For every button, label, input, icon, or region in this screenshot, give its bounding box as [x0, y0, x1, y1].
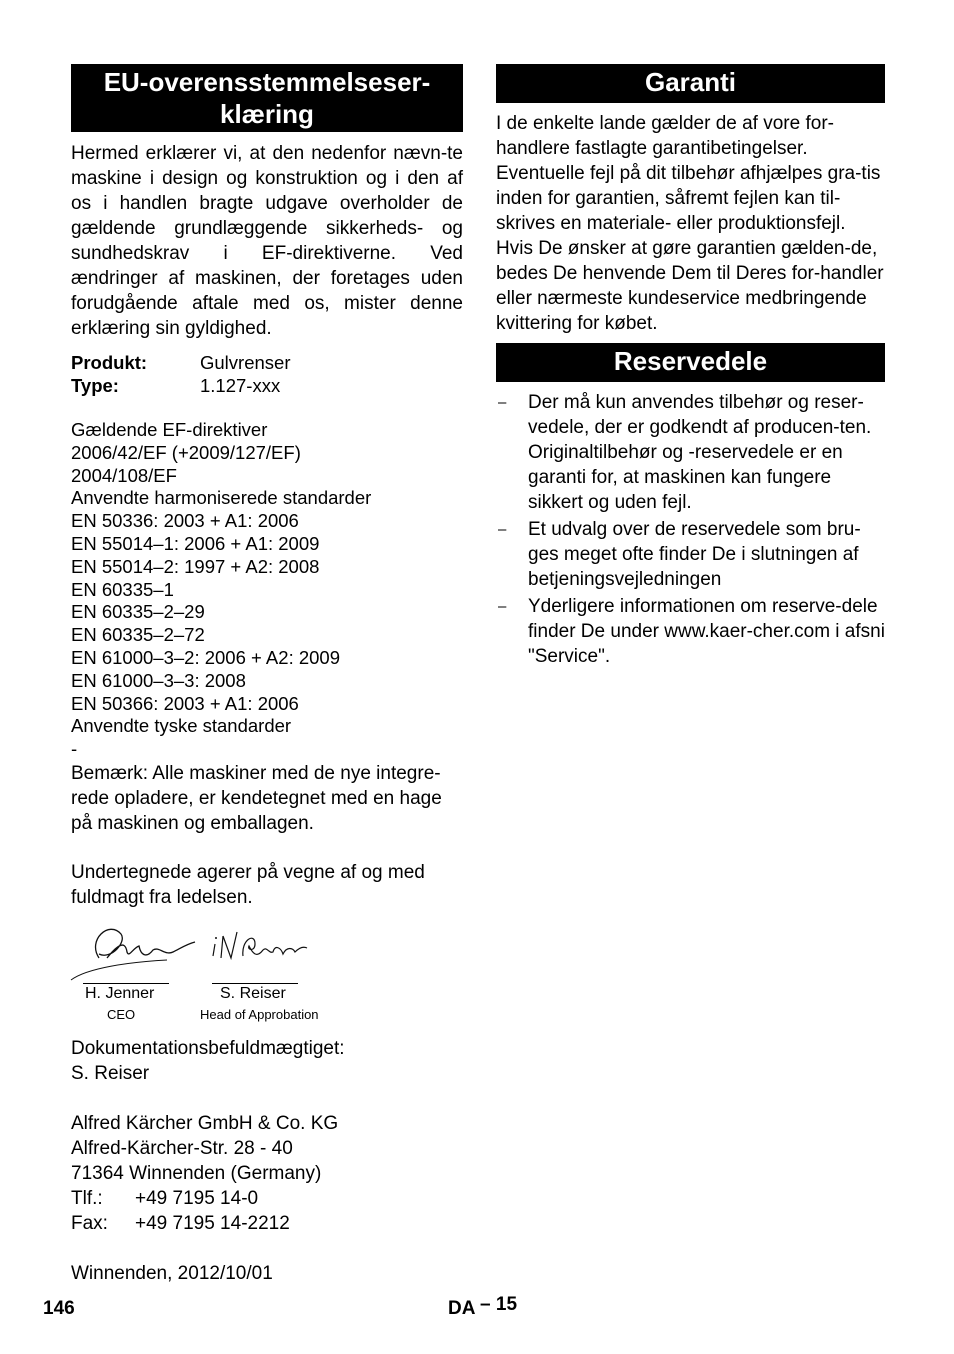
type-label: Type: — [71, 375, 119, 396]
standard-item: EN 50366: 2003 + A1: 2006 — [71, 692, 299, 714]
company-name: Alfred Kärcher GmbH & Co. KG — [71, 1112, 339, 1134]
documentation-name: S. Reiser — [71, 1062, 150, 1084]
german-standards-value: - — [71, 738, 78, 760]
company-city: 71364 Winnenden (Germany) — [71, 1162, 322, 1184]
phone-label: Tlf.: — [71, 1187, 103, 1209]
standard-item: EN 61000–3–3: 2008 — [71, 669, 246, 691]
signatory-1-role: CEO — [107, 1006, 136, 1022]
signatures — [71, 918, 463, 1022]
product-row — [71, 351, 463, 374]
list-item-text: Et udvalg over de reservedele som bru-ges meget ofte finder De i slutningen af betjeningsvejledningen — [528, 519, 861, 590]
product-value: Gulvrenser — [200, 352, 291, 373]
standard-item: EN 61000–3–2: 2006 + A2: 2009 — [71, 646, 340, 668]
list-item-text: Der må kun anvendes tilbehør og reser-vedele, der er godkendt af producen-ten. Originaltilbehør og -reservedele er en garanti for, at maskinen kan fungere sikkert og uden fejl. — [528, 392, 872, 513]
declaration-column — [71, 64, 463, 1286]
signature-line-1 — [83, 983, 169, 984]
spare-parts-list — [496, 390, 885, 669]
documentation-label: Dokumentationsbefuldmægtiget: — [71, 1037, 345, 1059]
directive-item: 2006/42/EF (+2009/127/EF) — [71, 441, 301, 463]
standard-item: EN 55014–1: 2006 + A1: 2009 — [71, 532, 320, 554]
list-item — [496, 517, 885, 592]
type-row — [71, 374, 463, 397]
declaration-intro: Hermed erklærer vi, at den nedenfor nævn-te maskine i design og konstruktion og i den af os i handlen bragte udgave overholder de gældende grundlæggende sikkerheds- og sundhedskrav i EF-direktiverne. Ved ændringer af maskinen, der foretages uden forudgående aftale med os, mister denne erklæring sin gyldighed. — [71, 143, 463, 339]
fax-value: +49 7195 14-2212 — [135, 1212, 290, 1234]
list-item — [496, 594, 885, 669]
warranty-column — [496, 64, 885, 671]
place-date: Winnenden, 2012/10/01 — [71, 1262, 273, 1284]
declaration-heading — [71, 64, 463, 132]
signatory-1-name: H. Jenner — [85, 984, 155, 1002]
standard-item: EN 50336: 2003 + A1: 2006 — [71, 510, 299, 532]
standard-item: EN 60335–2–72 — [71, 624, 205, 646]
phone-value: +49 7195 14-0 — [135, 1187, 259, 1209]
signature-line-2 — [212, 983, 298, 984]
page-number: 146 — [43, 1298, 75, 1319]
warranty-text: I de enkelte lande gælder de af vore for-handlere fastlagte garantibetingelser. Eventuelle fejl på dit tilbehør afhjælpes gra-tis inden for garantien, såfremt fejlen kan til-skrives en materiale- eller produktionsfejl. Hvis De ønsker at gøre garantien gælden-de, bedes De henvende Dem til Deres for-handler eller nærmeste kundeservice medbringende kvittering for købet. — [496, 113, 884, 334]
signatory-2-name: S. Reiser — [220, 984, 286, 1002]
standard-item: EN 55014–2: 1997 + A2: 2008 — [71, 555, 320, 577]
dash-bullet: – — [498, 521, 507, 538]
standards-block — [71, 419, 463, 761]
list-item-text: Yderligere informationen om reserve-dele finder De under www.kaer-cher.com i afsni "Service". — [528, 596, 885, 667]
note-text: Bemærk: Alle maskiner med de nye integre-rede opladere, er kendetegnet med en hage på maskinen og emballagen. — [71, 762, 442, 834]
dash-bullet: – — [498, 394, 507, 411]
standard-item: EN 60335–2–29 — [71, 601, 205, 623]
dash-bullet: – — [498, 598, 507, 615]
footer-language: DA — [448, 1298, 475, 1319]
spare-parts-heading: Reservedele — [496, 343, 885, 382]
fax-label: Fax: — [71, 1212, 108, 1234]
documentation-contact — [71, 1036, 463, 1086]
product-label: Produkt: — [71, 352, 148, 373]
signature-reiser — [211, 926, 311, 966]
phone-row — [71, 1186, 463, 1211]
signature-jenner — [69, 918, 199, 984]
fax-row — [71, 1211, 463, 1236]
german-standards-heading: Anvendte tyske standarder — [71, 715, 292, 737]
company-address — [71, 1111, 463, 1236]
directives-heading: Gældende EF-direktiver — [71, 419, 268, 440]
harmonised-heading: Anvendte harmoniserede standarder — [71, 487, 372, 509]
declaration-title-line1: EU-overensstemmelseser- — [103, 67, 431, 97]
footer-section-page: – 15 — [480, 1294, 518, 1315]
directive-item: 2004/108/EF — [71, 464, 177, 486]
standard-item: EN 60335–1 — [71, 578, 174, 600]
footer-section — [448, 1294, 518, 1320]
signatory-2-role: Head of Approbation — [200, 1006, 319, 1022]
company-street: Alfred-Kärcher-Str. 28 - 40 — [71, 1137, 293, 1159]
list-item — [496, 390, 885, 515]
warranty-heading: Garanti — [496, 64, 885, 103]
type-value: 1.127-xxx — [200, 375, 281, 396]
signatory-statement: Undertegnede agerer på vegne af og med fuldmagt fra ledelsen. — [71, 861, 425, 908]
declaration-title-line2: klæring — [220, 99, 314, 129]
